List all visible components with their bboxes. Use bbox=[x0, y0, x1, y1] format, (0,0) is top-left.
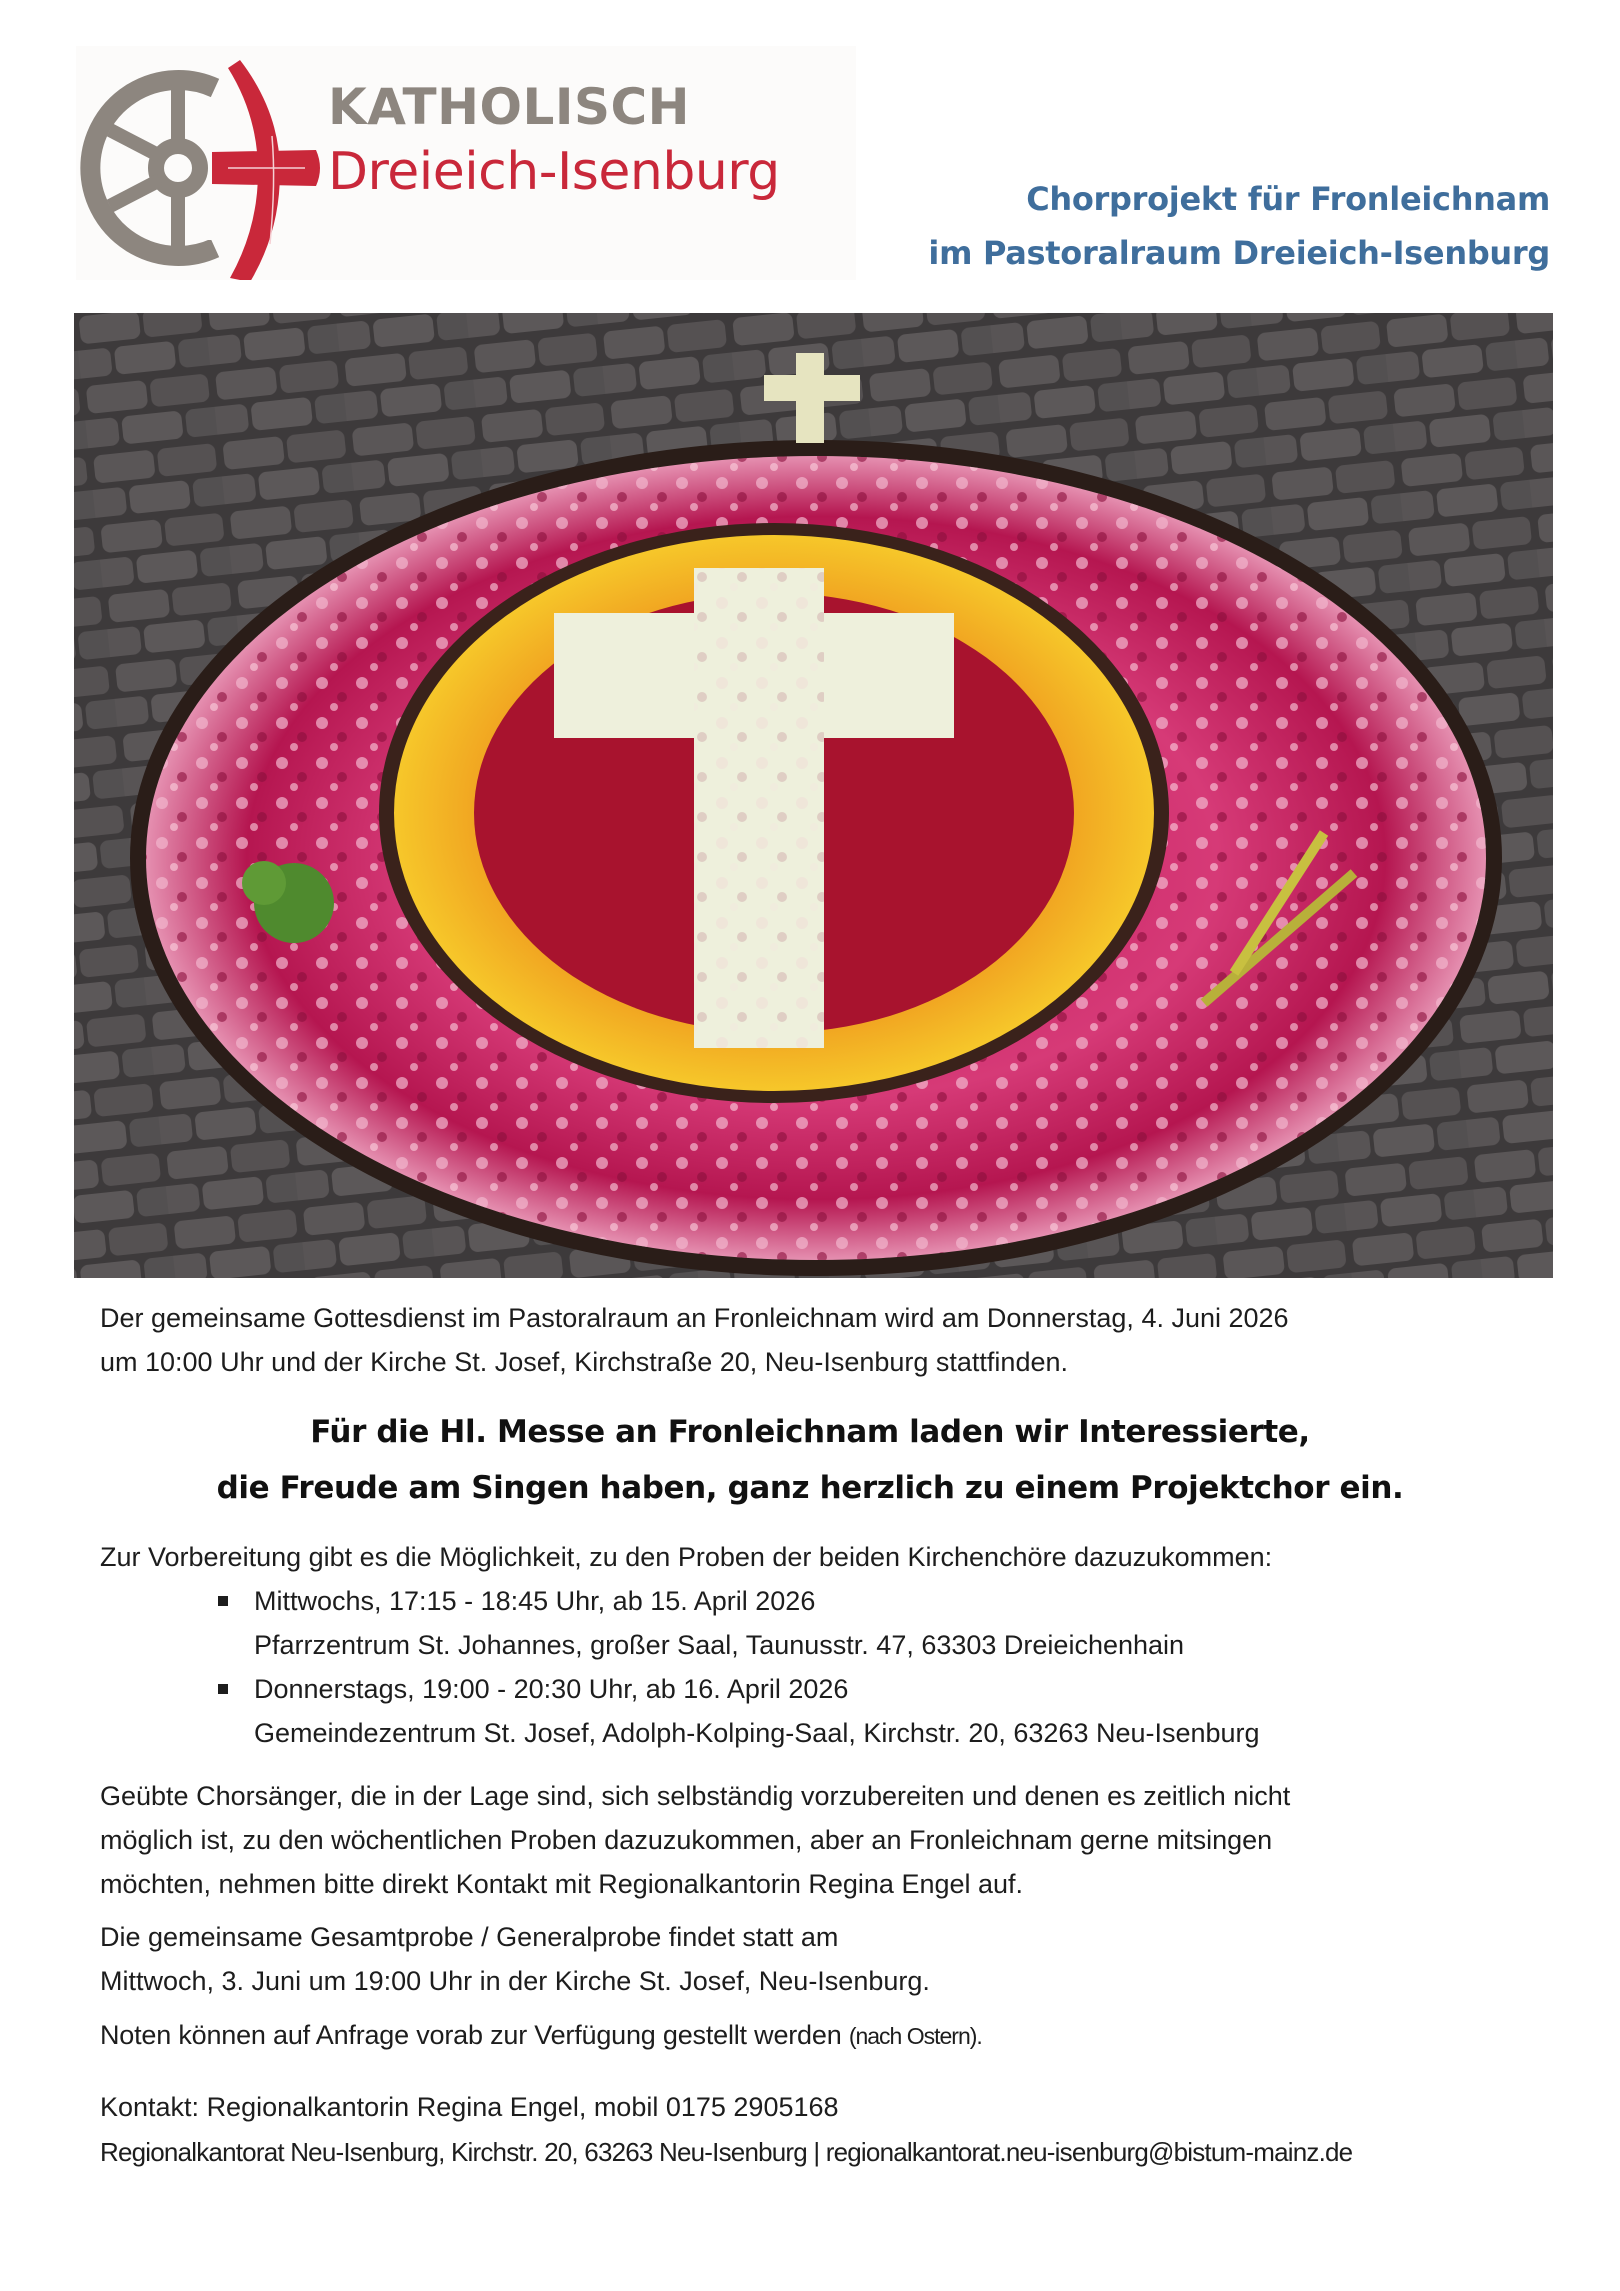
intro-line-2: um 10:00 Uhr und der Kirche St. Josef, Kirchstraße 20, Neu-Isenburg stattfinden. bbox=[100, 1347, 1068, 1377]
logo bbox=[76, 46, 856, 280]
wheel-cross-logo-icon bbox=[80, 52, 320, 280]
invitation-line-2: die Freude am Singen haben, ganz herzlich zu einem Projektchor ein. bbox=[216, 1470, 1404, 1506]
trained-line-2: möglich ist, zu den wöchentlichen Proben dazuzukommen, aber an Fronleichnam gerne mitsingen bbox=[100, 1825, 1273, 1855]
title-line-1: Chorprojekt für Fronleichnam bbox=[1026, 180, 1550, 218]
flower-carpet-image-icon bbox=[74, 313, 1553, 1278]
general-line-2: Mittwoch, 3. Juni um 19:00 Uhr in der Kirche St. Josef, Neu-Isenburg. bbox=[100, 1966, 930, 1996]
flower-carpet-photo bbox=[74, 313, 1553, 1278]
page-title bbox=[928, 172, 1550, 280]
rehearsal-item bbox=[100, 1579, 1540, 1667]
logo-wordmark-katholisch: KATHOLISCH bbox=[328, 78, 691, 136]
notes-text: Noten können auf Anfrage vorab zur Verfügung gestellt werden bbox=[100, 2020, 849, 2050]
general-line-1: Die gemeinsame Gesamtprobe / Generalprobe findet statt am bbox=[100, 1922, 839, 1952]
rehearsal-item bbox=[100, 1667, 1540, 1755]
notes-small-text: (nach Ostern). bbox=[848, 2023, 982, 2049]
rehearsal-when: Mittwochs, 17:15 - 18:45 Uhr, ab 15. April 2026 bbox=[254, 1586, 816, 1616]
bullet-icon bbox=[218, 1684, 228, 1694]
invitation-heading bbox=[0, 1404, 1620, 1516]
rehearsal-when: Donnerstags, 19:00 - 20:30 Uhr, ab 16. April 2026 bbox=[254, 1674, 849, 1704]
title-line-2: im Pastoralraum Dreieich-Isenburg bbox=[928, 234, 1550, 272]
trained-line-3: möchten, nehmen bitte direkt Kontakt mit Regionalkantorin Regina Engel auf. bbox=[100, 1869, 1024, 1899]
bullet-icon bbox=[218, 1596, 228, 1606]
contact-line: Kontakt: Regionalkantorin Regina Engel, mobil 0175 2905168 bbox=[100, 2092, 839, 2122]
preparation-lead: Zur Vorbereitung gibt es die Möglichkeit, zu den Proben der beiden Kirchenchöre dazuzukommen: bbox=[100, 1542, 1273, 1572]
contact-address bbox=[100, 2130, 1540, 2174]
intro-line-1: Der gemeinsame Gottesdienst im Pastoralraum an Fronleichnam wird am Donnerstag, 4. Juni 2026 bbox=[100, 1303, 1289, 1333]
general-rehearsal-paragraph bbox=[100, 1915, 1540, 2003]
trained-line-1: Geübte Chorsänger, die in der Lage sind, sich selbständig vorzubereiten und denen es zeitlich nicht bbox=[100, 1781, 1291, 1811]
rehearsal-where: Gemeindezentrum St. Josef, Adolph-Kolping-Saal, Kirchstr. 20, 63263 Neu-Isenburg bbox=[254, 1718, 1260, 1748]
trained-singers-paragraph bbox=[100, 1774, 1540, 1906]
rehearsal-list bbox=[100, 1579, 1540, 1755]
rehearsal-where: Pfarrzentrum St. Johannes, großer Saal, Taunusstr. 47, 63303 Dreieichenhain bbox=[254, 1630, 1185, 1660]
intro-paragraph bbox=[100, 1296, 1540, 1384]
preparation-section bbox=[100, 1535, 1540, 1755]
sheet-music-note bbox=[100, 2013, 1540, 2058]
email-link[interactable]: regionalkantorat.neu-isenburg@bistum-mainz.de bbox=[825, 2137, 1353, 2167]
address-text: Regionalkantorat Neu-Isenburg, Kirchstr. 20, 63263 Neu-Isenburg | bbox=[100, 2137, 826, 2167]
logo-wordmark-region: Dreieich-Isenburg bbox=[328, 142, 780, 202]
invitation-line-1: Für die Hl. Messe an Fronleichnam laden wir Interessierte, bbox=[310, 1414, 1310, 1450]
